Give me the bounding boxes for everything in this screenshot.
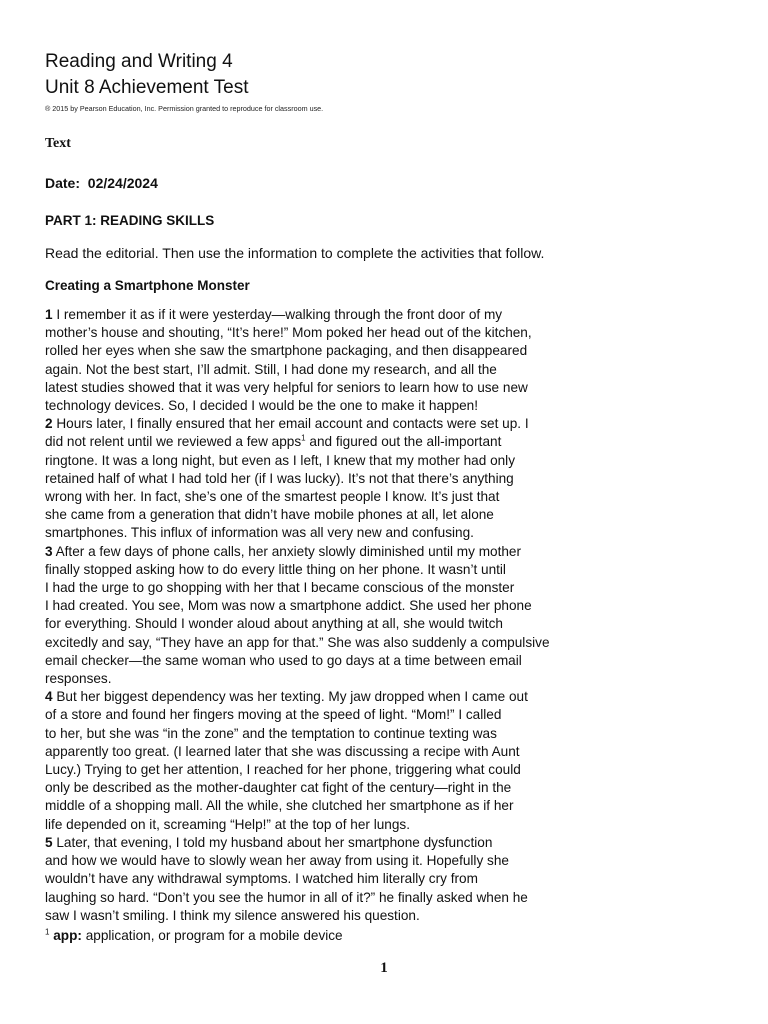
footnote-term: app: bbox=[53, 928, 82, 943]
paragraph-4-line bbox=[45, 688, 585, 706]
paragraph-text: I remember it as if it were yesterday—walking through the front door of my bbox=[52, 307, 503, 322]
paragraph-2-line bbox=[45, 415, 585, 433]
paragraph-4-line: Lucy.) Trying to get her attention, I reached for her phone, triggering what could bbox=[45, 762, 521, 778]
paragraph-2-line: she came from a generation that didn’t have mobile phones at all, let alone bbox=[45, 507, 494, 523]
paragraph-number: 4 bbox=[45, 689, 53, 705]
paragraph-number: 5 bbox=[45, 834, 53, 850]
paragraph-2-line: wrong with her. In fact, she’s one of the smartest people I know. It’s just that bbox=[45, 489, 500, 505]
paragraph-4-line: apparently too great. (I learned later that she was discussing a recipe with Aunt bbox=[45, 743, 520, 759]
paragraph-2-line: retained half of what I had told her (if I was lucky). It’s not that there’s anything bbox=[45, 470, 514, 486]
paragraph-text: Later, that evening, I told my husband about her smartphone dysfunction bbox=[52, 834, 493, 850]
instructions-text: Read the editorial. Then use the information to complete the activities that follow. bbox=[45, 245, 545, 261]
paragraph-1-line bbox=[45, 306, 585, 324]
footnote-definition: application, or program for a mobile device bbox=[81, 928, 343, 943]
document-title-line1: Reading and Writing 4 bbox=[45, 51, 233, 72]
paragraph-5-line bbox=[45, 834, 585, 852]
date-label: Date: bbox=[45, 175, 81, 191]
footnote-mark: 1 bbox=[45, 927, 50, 937]
paragraph-3-line: responses. bbox=[45, 671, 112, 687]
paragraph-1-line: technology devices. So, I decided I would be the one to make it happen! bbox=[45, 398, 479, 414]
paragraph-number: 1 bbox=[45, 307, 53, 322]
paragraph-text: did not relent until we reviewed a few apps bbox=[45, 434, 302, 450]
paragraph-3-line bbox=[45, 543, 585, 561]
paragraph-5-line: wouldn’t have any withdrawal symptoms. I watched him literally cry from bbox=[45, 871, 478, 887]
paragraph-4-line: of a store and found her fingers moving at the speed of light. “Mom!” I called bbox=[45, 707, 502, 723]
paragraph-text: But her biggest dependency was her texting. My jaw dropped when I came out bbox=[52, 689, 528, 705]
paragraph-1-line: rolled her eyes when she saw the smartphone packaging, and then disappeared bbox=[45, 343, 528, 359]
part-heading: PART 1: READING SKILLS bbox=[45, 213, 215, 228]
paragraph-5-line: and how we would have to slowly wean her away from using it. Hopefully she bbox=[45, 853, 509, 869]
paragraph-4-line: only be described as the mother-daughter cat fight of the century—right in the bbox=[45, 780, 512, 796]
paragraph-text: Hours later, I finally ensured that her email account and contacts were set up. I bbox=[52, 416, 529, 432]
paragraph-2-line: smartphones. This influx of information was all very new and confusing. bbox=[45, 525, 474, 541]
paragraph-5-line: saw I wasn’t smiling. I think my silence answered his question. bbox=[45, 907, 420, 923]
paragraph-number: 3 bbox=[45, 543, 53, 559]
paragraph-2-line bbox=[45, 433, 585, 451]
copyright-notice: ® 2015 by Pearson Education, Inc. Permission granted to reproduce for classroom use. bbox=[45, 104, 324, 113]
paragraph-3-line: email checker—the same woman who used to go days at a time between email bbox=[45, 652, 522, 668]
page-number: 1 bbox=[380, 960, 388, 976]
paragraph-1-line: latest studies showed that it was very helpful for seniors to learn how to use new bbox=[45, 379, 528, 395]
paragraph-3-line: excitedly and say, “They have an app for that.” She was also suddenly a compulsive bbox=[45, 634, 550, 650]
paragraph-text: After a few days of phone calls, her anxiety slowly diminished until my mother bbox=[52, 543, 522, 559]
paragraph-3-line: I had created. You see, Mom was now a smartphone addict. She used her phone bbox=[45, 598, 532, 614]
date-value: 02/24/2024 bbox=[87, 175, 158, 191]
document-title-line2: Unit 8 Achievement Test bbox=[45, 77, 249, 98]
paragraph-2-line: ringtone. It was a long night, but even as I left, I knew that my mother had only bbox=[45, 452, 515, 468]
paragraph-4-line: life depended on it, screaming “Help!” at the top of her lungs. bbox=[45, 816, 410, 832]
date-line bbox=[45, 175, 158, 191]
article-title: Creating a Smartphone Monster bbox=[45, 278, 250, 293]
article-body bbox=[45, 306, 585, 925]
paragraph-3-line: I had the urge to go shopping with her that I became conscious of the monster bbox=[45, 580, 515, 596]
footnote bbox=[45, 928, 343, 943]
footnote-reference: 1 bbox=[301, 433, 306, 443]
paragraph-1-line: mother’s house and shouting, “It’s here!” Mom poked her head out of the kitchen, bbox=[45, 325, 532, 341]
paragraph-number: 2 bbox=[45, 416, 53, 432]
paragraph-text: and figured out the all-important bbox=[305, 434, 502, 450]
paragraph-5-line: laughing so hard. “Don’t you see the humor in all of it?” he finally asked when he bbox=[45, 889, 528, 905]
paragraph-3-line: finally stopped asking how to do every little thing on her phone. It wasn’t until bbox=[45, 561, 506, 577]
paragraph-4-line: middle of a shopping mall. All the while, she clutched her smartphone as if her bbox=[45, 798, 514, 814]
paragraph-4-line: to her, but she was “in the zone” and the temptation to continue texting was bbox=[45, 725, 497, 741]
paragraph-3-line: for everything. Should I wonder aloud about anything at all, she would twitch bbox=[45, 616, 503, 632]
paragraph-1-line: again. Not the best start, I’ll admit. Still, I had done my research, and all the bbox=[45, 361, 497, 377]
text-label: Text bbox=[45, 136, 71, 151]
